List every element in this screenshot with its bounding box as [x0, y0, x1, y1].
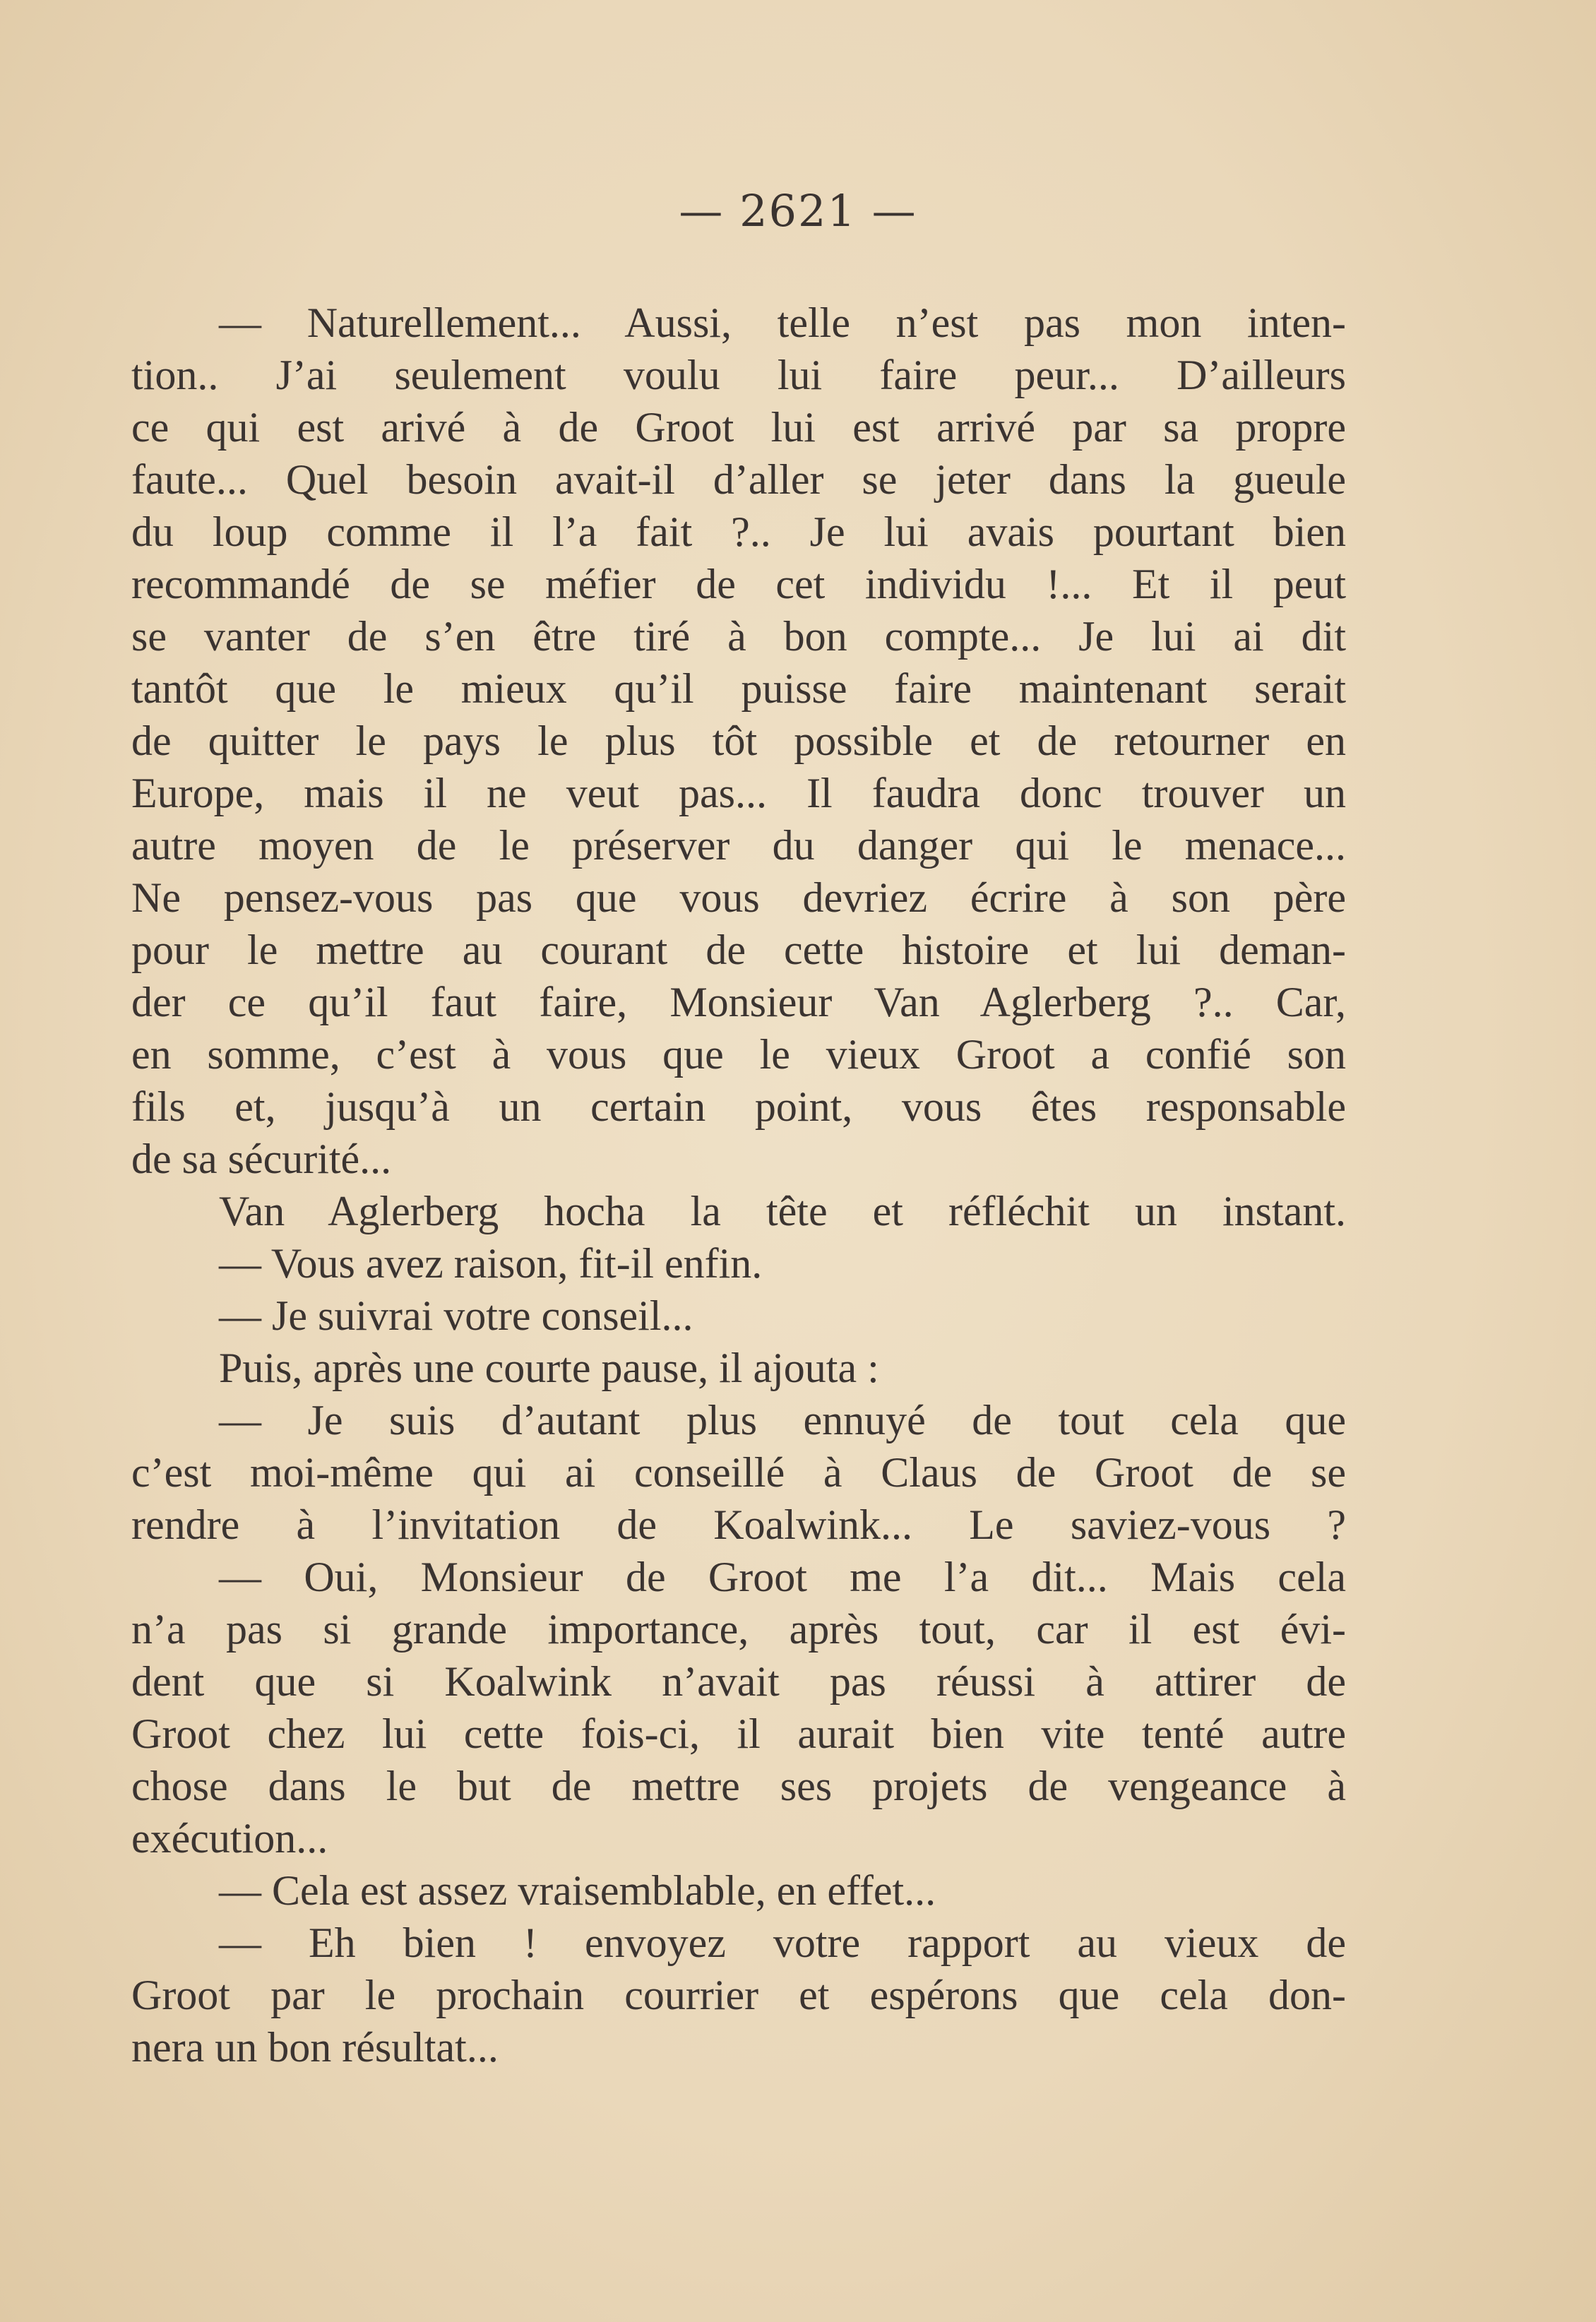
- text-line: ce qui est arivé à de Groot lui est arrivé par sa propre: [131, 404, 1346, 451]
- text-line: pour le mettre au courant de cette histoire et lui deman-: [131, 927, 1346, 973]
- text-line: — Eh bien ! envoyez votre rapport au vieux de: [219, 1919, 1346, 1966]
- text-line: de sa sécurité...: [131, 1136, 392, 1182]
- text-line: — Cela est assez vraisemblable, en effet...: [219, 1867, 936, 1914]
- text-line: chose dans le but de mettre ses projets de vengeance à: [131, 1763, 1346, 1809]
- text-line: autre moyen de le préserver du danger qui le menace...: [131, 822, 1346, 869]
- page-number: — 2621 —: [679, 185, 917, 237]
- text-line: c’est moi-même qui ai conseillé à Claus de Groot de se: [131, 1449, 1346, 1496]
- text-line: n’a pas si grande importance, après tout, car il est évi-: [131, 1606, 1346, 1653]
- text-line: rendre à l’invitation de Koalwink... Le saviez-vous ?: [131, 1501, 1346, 1548]
- text-line: recommandé de se méfier de cet individu !... Et il peut: [131, 561, 1346, 607]
- text-line: Groot chez lui cette fois-ci, il aurait bien vite tenté autre: [131, 1710, 1346, 1757]
- text-line: faute... Quel besoin avait-il d’aller se jeter dans la gueule: [131, 456, 1346, 503]
- text-line: tion.. J’ai seulement voulu lui faire peur... D’ailleurs: [131, 352, 1346, 398]
- text-line: Van Aglerberg hocha la tête et réfléchit un instant.: [219, 1188, 1346, 1234]
- text-line: du loup comme il l’a fait ?.. Je lui avais pourtant bien: [131, 508, 1346, 555]
- text-line: — Je suis d’autant plus ennuyé de tout cela que: [219, 1397, 1346, 1443]
- text-line: tantôt que le mieux qu’il puisse faire maintenant serait: [131, 665, 1346, 712]
- text-line: — Vous avez raison, fit-il enfin.: [219, 1240, 763, 1287]
- text-line: — Oui, Monsieur de Groot me l’a dit... Mais cela: [219, 1554, 1346, 1600]
- text-line: dent que si Koalwink n’avait pas réussi à attirer de: [131, 1658, 1346, 1705]
- body-text: [131, 297, 1346, 2073]
- text-line: fils et, jusqu’à un certain point, vous êtes responsable: [131, 1083, 1346, 1130]
- text-line: se vanter de s’en être tiré à bon compte... Je lui ai dit: [131, 613, 1346, 660]
- text-line: der ce qu’il faut faire, Monsieur Van Aglerberg ?.. Car,: [131, 979, 1346, 1025]
- text-line: en somme, c’est à vous que le vieux Groot a confié son: [131, 1031, 1346, 1078]
- text-line: Puis, après une courte pause, il ajouta :: [219, 1345, 879, 1391]
- text-line: Ne pensez-vous pas que vous devriez écrire à son père: [131, 874, 1346, 921]
- text-line: — Je suivrai votre conseil...: [219, 1292, 693, 1339]
- text-line: Europe, mais il ne veut pas... Il faudra donc trouver un: [131, 770, 1346, 816]
- text-line: de quitter le pays le plus tôt possible et de retourner en: [131, 718, 1346, 764]
- text-line: — Naturellement... Aussi, telle n’est pas mon inten-: [219, 299, 1346, 346]
- text-line: exécution...: [131, 1815, 328, 1862]
- text-line: nera un bon résultat...: [131, 2024, 499, 2071]
- text-line: Groot par le prochain courrier et espérons que cela don-: [131, 1972, 1346, 2018]
